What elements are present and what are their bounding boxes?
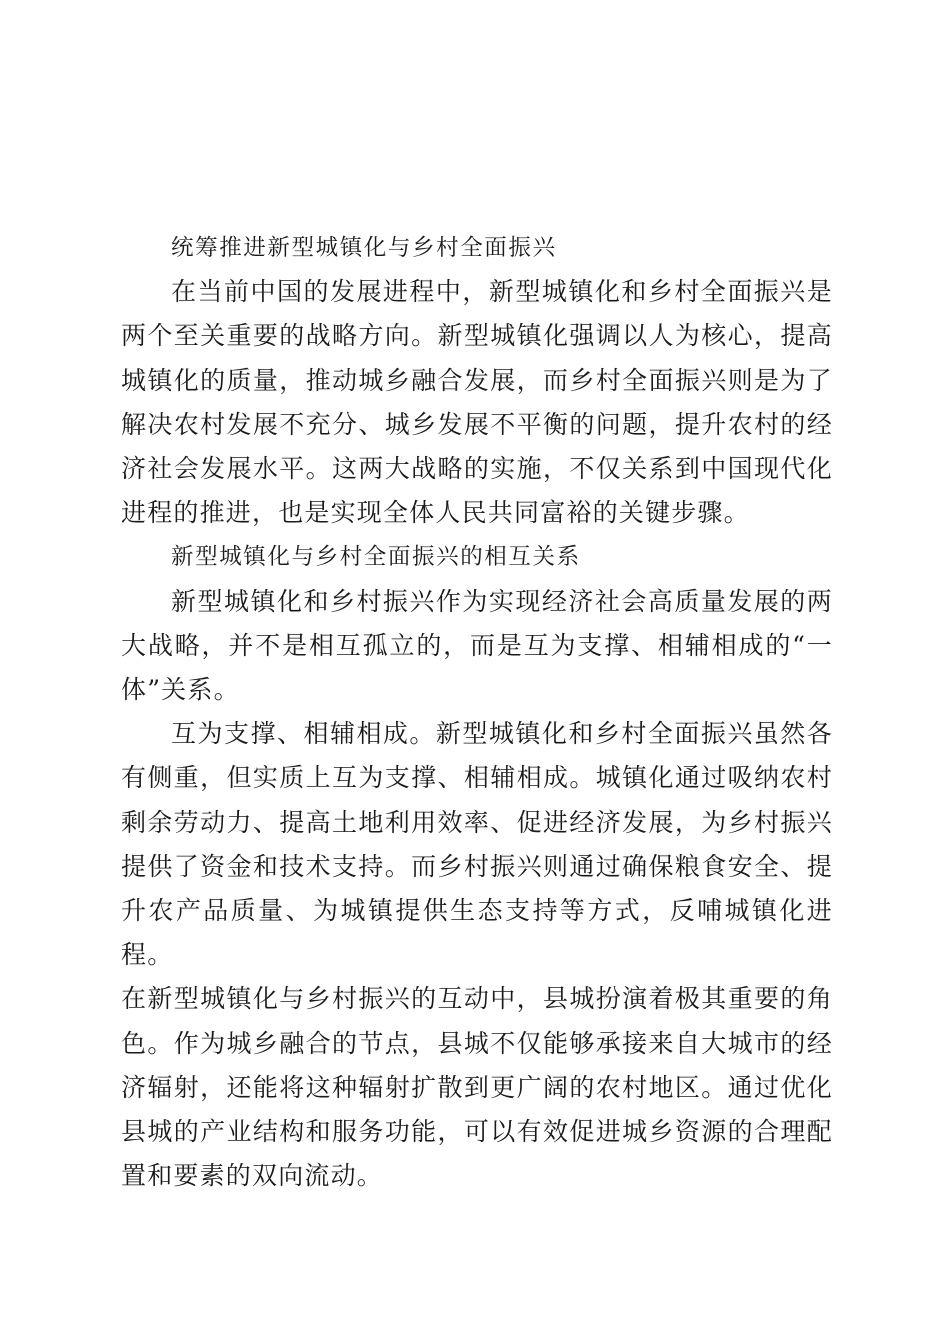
section-paragraph-county-role: 在新型城镇化与乡村振兴的互动中，县城扮演着极其重要的角色。作为城乡融合的节点，县城不仅能够承接来自大城市的经济辐射，还能将这种辐射扩散到更广阔的农村地区。通过优化县城的产业结构和服务功能，可以有效促进城乡资源的合理配置和要素的双向流动。 [121, 984, 833, 1191]
section-paragraph-relationship: 新型城镇化和乡村振兴作为实现经济社会高质量发展的两大战略，并不是相互孤立的，而是互为支撑、相辅相成的“一体”关系。 [121, 586, 833, 705]
document-title: 统筹推进新型城镇化与乡村全面振兴 [171, 235, 557, 261]
section-paragraph-mutual-support: 互为支撑、相辅相成。新型城镇化和乡村全面振兴虽然各有侧重，但实质上互为支撑、相辅相成。城镇化通过吸纳农村剩余劳动力、提高土地利用效率、促进经济发展，为乡村振兴提供了资金和技术支持。而乡村振兴则通过确保粮食安全、提升农产品质量、为城镇提供生态支持等方式，反哺城镇化进程。 [121, 719, 833, 970]
section-heading: 新型城镇化与乡村全面振兴的相互关系 [171, 544, 581, 571]
document-body [121, 226, 833, 1198]
intro-paragraph: 在当前中国的发展进程中，新型城镇化和乡村全面振兴是两个至关重要的战略方向。新型城镇化强调以人为核心，提高城镇化的质量，推动城乡融合发展，而乡村全面振兴则是为了解决农村发展不充分、城乡发展不平衡的问题，提升农村的经济社会发展水平。这两大战略的实施，不仅关系到中国现代化进程的推进，也是实现全体人民共同富裕的关键步骤。 [121, 277, 833, 528]
